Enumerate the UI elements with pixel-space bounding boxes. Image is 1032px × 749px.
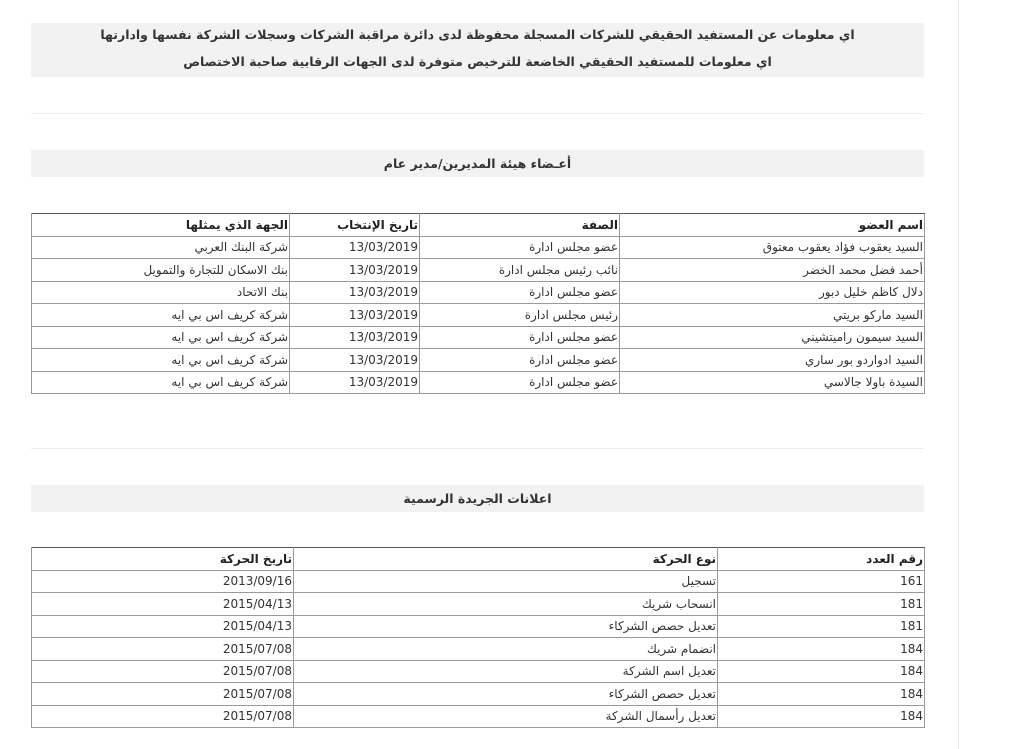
issue-number: 184 <box>718 705 925 728</box>
election-date: 13/03/2019 <box>290 326 420 349</box>
election-date: 13/03/2019 <box>290 349 420 372</box>
table-row <box>32 638 925 661</box>
represented-entity: شركة كريف اس بي ايه <box>32 371 290 394</box>
col-header-transaction-date: تاريخ الحركة <box>32 548 294 571</box>
represented-entity: شركة كريف اس بي ايه <box>32 349 290 372</box>
table-row <box>32 236 925 259</box>
represented-entity: بنك الاسكان للتجارة والتمويل <box>32 259 290 282</box>
member-role: نائب رئيس مجلس ادارة <box>420 259 620 282</box>
issue-number: 184 <box>718 660 925 683</box>
represented-entity: شركة البنك العربي <box>32 236 290 259</box>
issue-number: 181 <box>718 615 925 638</box>
col-header-transaction-type: نوع الحركة <box>294 548 718 571</box>
beneficiary-notice <box>31 23 924 77</box>
transaction-date: 2013/09/16 <box>32 570 294 593</box>
table-header-row <box>32 214 925 237</box>
notice-line-1: اي معلومات عن المستفيد الحقيقي للشركات المسجلة محفوظة لدى دائرة مراقبة الشركات وسجلات الشركة نفسها وادارتها <box>100 27 855 42</box>
table-row <box>32 259 925 282</box>
gazette-section-title: اعلانات الجريدة الرسمية <box>31 485 924 512</box>
table-row <box>32 349 925 372</box>
transaction-type: انضمام شريك <box>294 638 718 661</box>
divider <box>31 113 924 114</box>
election-date: 13/03/2019 <box>290 304 420 327</box>
issue-number: 181 <box>718 593 925 616</box>
election-date: 13/03/2019 <box>290 236 420 259</box>
table-row <box>32 683 925 706</box>
election-date: 13/03/2019 <box>290 281 420 304</box>
represented-entity: شركة كريف اس بي ايه <box>32 304 290 327</box>
member-name: دلال كاظم خليل دبور <box>620 281 925 304</box>
transaction-type: تعديل رأسمال الشركة <box>294 705 718 728</box>
page-divider <box>958 0 959 749</box>
board-members-table <box>31 213 925 394</box>
table-header-row <box>32 548 925 571</box>
issue-number: 184 <box>718 683 925 706</box>
member-role: عضو مجلس ادارة <box>420 326 620 349</box>
transaction-type: تعديل اسم الشركة <box>294 660 718 683</box>
col-header-role: الصفة <box>420 214 620 237</box>
table-row <box>32 615 925 638</box>
transaction-date: 2015/07/08 <box>32 660 294 683</box>
table-row <box>32 371 925 394</box>
transaction-type: تعديل حصص الشركاء <box>294 615 718 638</box>
represented-entity: بنك الاتحاد <box>32 281 290 304</box>
member-role: رئيس مجلس ادارة <box>420 304 620 327</box>
transaction-type: تسجيل <box>294 570 718 593</box>
transaction-date: 2015/07/08 <box>32 705 294 728</box>
transaction-type: انسحاب شريك <box>294 593 718 616</box>
transaction-date: 2015/07/08 <box>32 683 294 706</box>
issue-number: 161 <box>718 570 925 593</box>
table-row <box>32 326 925 349</box>
notice-line-2: اي معلومات للمستفيد الحقيقي الخاضعة للترخيص متوفرة لدى الجهات الرقابية صاحبة الاختصاص <box>183 54 772 69</box>
member-role: عضو مجلس ادارة <box>420 281 620 304</box>
transaction-date: 2015/07/08 <box>32 638 294 661</box>
member-name: السيد يعقوب فؤاد يعقوب معتوق <box>620 236 925 259</box>
member-role: عضو مجلس ادارة <box>420 371 620 394</box>
table-row <box>32 281 925 304</box>
election-date: 13/03/2019 <box>290 259 420 282</box>
col-header-election-date: تاريخ الإنتخاب <box>290 214 420 237</box>
member-role: عضو مجلس ادارة <box>420 236 620 259</box>
table-row <box>32 570 925 593</box>
divider <box>31 448 924 449</box>
transaction-date: 2015/04/13 <box>32 615 294 638</box>
table-row <box>32 304 925 327</box>
col-header-member-name: اسم العضو <box>620 214 925 237</box>
member-name: السيدة باولا جالاسي <box>620 371 925 394</box>
member-name: السيد ماركو بريتي <box>620 304 925 327</box>
gazette-announcements-table <box>31 547 925 728</box>
table-row <box>32 660 925 683</box>
member-name: أحمد فضل محمد الخضر <box>620 259 925 282</box>
issue-number: 184 <box>718 638 925 661</box>
board-section-title: أعـضاء هيئة المديرين/مدير عام <box>31 150 924 177</box>
transaction-type: تعديل حصص الشركاء <box>294 683 718 706</box>
col-header-issue-number: رقم العدد <box>718 548 925 571</box>
member-role: عضو مجلس ادارة <box>420 349 620 372</box>
table-row <box>32 593 925 616</box>
transaction-date: 2015/04/13 <box>32 593 294 616</box>
member-name: السيد ادواردو بور ساري <box>620 349 925 372</box>
col-header-represented-entity: الجهة الذي يمثلها <box>32 214 290 237</box>
table-row <box>32 705 925 728</box>
represented-entity: شركة كريف اس بي ايه <box>32 326 290 349</box>
member-name: السيد سيمون راميتشيني <box>620 326 925 349</box>
election-date: 13/03/2019 <box>290 371 420 394</box>
